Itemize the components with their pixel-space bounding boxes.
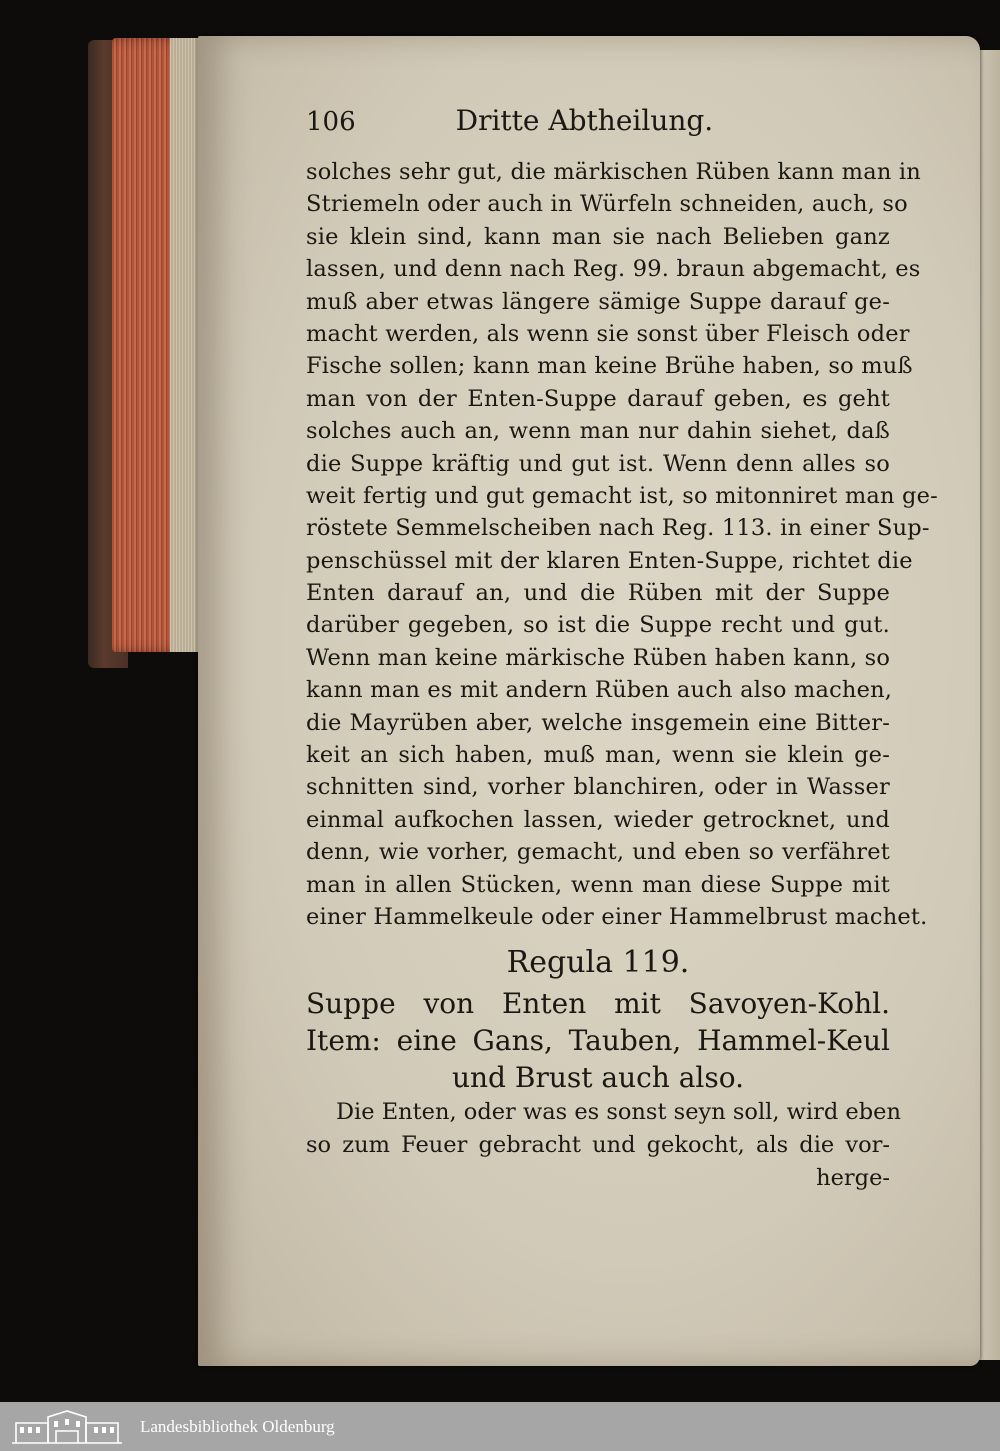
section-text-line: so zum Feuer gebracht und gekocht, als die vor- — [306, 1132, 890, 1159]
text-line: Wenn man keine märkische Rüben haben kann, so — [306, 644, 891, 671]
text-line: einmal aufkochen lassen, wieder getrocknet, und — [306, 806, 890, 833]
text-line: solches auch an, wenn man nur dahin siehet, daß — [306, 418, 890, 445]
footer-bar — [0, 1402, 1000, 1451]
text-line: man von der Enten-Suppe darauf geben, es geht — [306, 385, 890, 412]
text-line: Enten darauf an, und die Rüben mit der Suppe — [306, 580, 890, 607]
text-line: darüber gegeben, so ist die Suppe recht und gut. — [306, 612, 890, 639]
text-line: weit fertig und gut gemacht ist, so mitonniret man ge- — [306, 482, 938, 509]
running-title: Dritte Abtheilung. — [455, 104, 714, 137]
text-line: röstete Semmelscheiben nach Reg. 113. in einer Sup- — [306, 515, 930, 542]
text-line: muß aber etwas längere sämige Suppe darauf ge- — [306, 288, 890, 315]
text-line: kann man es mit andern Rüben auch also machen, — [306, 677, 893, 704]
section-title-line: Item: eine Gans, Tauben, Hammel-Keul — [306, 1024, 890, 1058]
library-name: Landesbibliothek Oldenburg — [140, 1416, 335, 1436]
text-line: penschüssel mit der klaren Enten-Suppe, richtet die — [306, 547, 913, 574]
catchword: herge- — [816, 1165, 890, 1192]
page-number: 106 — [306, 107, 356, 137]
text-line: solches sehr gut, die märkischen Rüben kann man in — [306, 159, 921, 185]
running-header — [306, 104, 890, 156]
text-line: Fische sollen; kann man keine Brühe haben, so muß — [306, 353, 913, 380]
page-text — [306, 104, 938, 1195]
section-text-line: Die Enten, oder was es sonst seyn soll, wird eben — [336, 1099, 901, 1126]
text-line: einer Hammelkeule oder einer Hammelbrust machet. — [306, 903, 928, 930]
text-line: schnitten sind, vorher blanchiren, oder in Wasser — [306, 774, 890, 801]
text-line: keit an sich haben, muß man, wenn sie klein ge- — [306, 742, 890, 769]
section-title-line: Suppe von Enten mit Savoyen-Kohl. — [306, 987, 890, 1021]
body-text — [306, 156, 938, 933]
text-line: sie klein sind, kann man sie nach Belieben ganz — [306, 223, 890, 250]
text-line: man in allen Stücken, wenn man diese Suppe mit — [306, 871, 890, 898]
text-line: lassen, und denn nach Reg. 99. braun abgemacht, es — [306, 256, 921, 283]
text-line: die Suppe kräftig und gut ist. Wenn denn alles so — [306, 450, 890, 477]
page-edges — [112, 38, 204, 652]
text-line: denn, wie vorher, gemacht, und eben so verfähret — [306, 839, 890, 866]
section-number: Regula 119. — [506, 945, 690, 981]
text-line: macht werden, als wenn sie sonst über Fleisch oder — [306, 320, 910, 347]
text-line: die Mayrüben aber, welche insgemein eine Bitter- — [306, 709, 890, 736]
section-title-line: und Brust auch also. — [451, 1061, 745, 1095]
text-line: Striemeln oder auch in Würfeln schneiden, auch, so — [306, 191, 908, 218]
library-building-icon — [8, 1409, 126, 1445]
